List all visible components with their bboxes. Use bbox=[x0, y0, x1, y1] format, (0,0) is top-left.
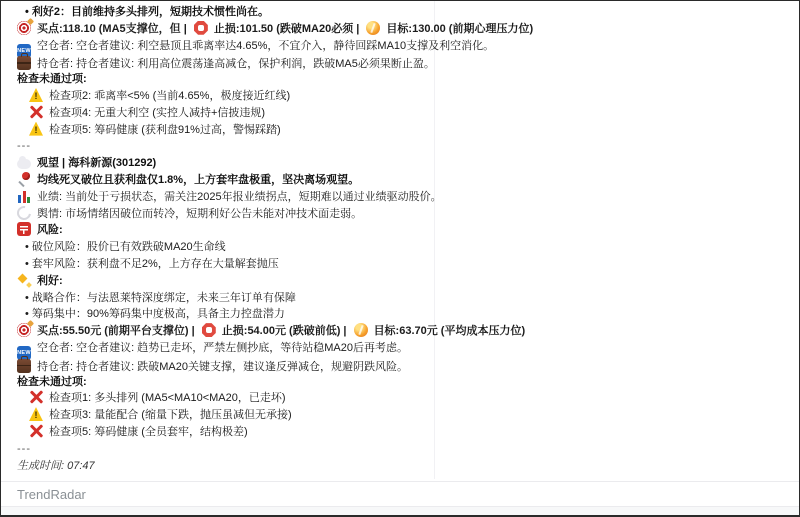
stock2-performance-text: 业绩: 当前处于亏损状态，需关注2025年报业绩拐点，短期难以通过业绩驱动股价。 bbox=[37, 190, 442, 203]
check-item bbox=[17, 407, 434, 424]
bar-chart-icon bbox=[17, 189, 31, 203]
stock2-pro-title-text: 利好: bbox=[37, 274, 63, 287]
new-badge-icon: NEW bbox=[17, 44, 31, 58]
stock1-pro-bullet: • 利好2：目前维持多头排列，短期技术惯性尚在。 bbox=[25, 6, 270, 18]
stock1-empty-position-advice bbox=[17, 38, 495, 55]
check-item bbox=[17, 88, 434, 105]
brand-label: TrendRadar bbox=[17, 487, 86, 502]
prohibited-icon bbox=[17, 222, 31, 236]
check-item-text: 检查项1: 多头排列 (MA5<MA10<MA20，已走坏) bbox=[49, 392, 286, 405]
stock2-headline-text: 均线死叉破位且获利盘仅1.8%，上方套牢盘极重，坚决离场观望。 bbox=[37, 173, 360, 186]
stock2-pro-title bbox=[17, 273, 434, 290]
check-item-text: 检查项4: 无重大利空 (实控人减持+信披违规) bbox=[49, 106, 266, 119]
stock2-risk-title bbox=[17, 222, 434, 239]
briefcase-icon bbox=[17, 359, 31, 373]
stock1-target-price: 目标:130.00 (前期心理压力位) bbox=[386, 22, 534, 35]
stop-sign-icon bbox=[202, 323, 216, 337]
check-item bbox=[17, 424, 434, 441]
check-item bbox=[17, 122, 434, 139]
section-divider: --- bbox=[17, 442, 31, 455]
stock2-headline bbox=[17, 172, 434, 189]
check-item-text: 检查项3: 量能配合 (缩量下跌，抛压虽减但无承接) bbox=[49, 409, 292, 422]
stock2-buy-point: 买点:55.50元 (前期平台支撑位) | bbox=[37, 325, 195, 338]
pro-item: • 战略合作：与法恩莱特深度绑定，未来三年订单有保障 bbox=[25, 291, 296, 304]
stock2-stop-loss: 止损:54.00元 (跌破前低) | bbox=[221, 325, 347, 338]
check-item-text: 检查项5: 筹码健康 (全员套牢，结构极差) bbox=[49, 425, 248, 438]
footer-band bbox=[1, 507, 799, 515]
stock1-empty-advice-text: 空仓者: 空仓者建议: 利空悬顶且乖离率达4.65%，不宜介入，静待回踩MA10支撑及利空消化。 bbox=[37, 39, 495, 52]
briefcase-icon bbox=[17, 56, 31, 70]
dart-target-icon bbox=[17, 323, 31, 337]
stock2-holder-advice-text: 持仓者: 持仓者建议: 跌破MA20关键支撑，建议逢反弹减仓，规避阴跌风险。 bbox=[37, 360, 408, 373]
footer-divider bbox=[1, 481, 799, 482]
cross-mark-icon bbox=[29, 105, 43, 119]
dart-target-icon bbox=[17, 21, 31, 35]
check-item-text: 检查项5: 筹码健康 (获利盘91%过高，警惕踩踏) bbox=[49, 123, 281, 136]
warning-icon bbox=[29, 407, 43, 421]
risk-item: • 套牢风险：获利盘不足2%，上方存在大量解套抛压 bbox=[25, 257, 279, 270]
stop-sign-icon bbox=[194, 21, 208, 35]
thought-cloud-icon bbox=[17, 159, 31, 169]
stock2-title bbox=[17, 155, 434, 172]
stock2-holder-advice bbox=[17, 357, 434, 374]
stock2-risk-title-text: 风险: bbox=[37, 224, 63, 237]
stock2-target-price: 目标:63.70元 (平均成本压力位) bbox=[373, 325, 526, 338]
stock2-performance bbox=[17, 189, 442, 206]
sparkles-icon bbox=[17, 273, 31, 287]
stock2-empty-position-advice bbox=[17, 340, 434, 357]
warning-icon bbox=[29, 88, 43, 102]
stock2-sentiment bbox=[17, 206, 434, 223]
risk-item: • 破位风险：股价已有效跌破MA20生命线 bbox=[25, 241, 226, 254]
check-item bbox=[17, 390, 434, 407]
new-badge-icon: NEW bbox=[17, 346, 31, 360]
speech-bubble-icon bbox=[14, 203, 33, 222]
check-item bbox=[17, 105, 434, 122]
cross-mark-icon bbox=[29, 390, 43, 404]
cross-mark-icon bbox=[29, 424, 43, 438]
stock1-buy-point: 买点:118.10 (MA5支撑位，但 | bbox=[37, 22, 187, 35]
stock1-stop-loss: 止损:101.50 (跌破MA20必须 | bbox=[213, 22, 360, 35]
stock2-trade-plan bbox=[17, 323, 526, 340]
section-divider: --- bbox=[17, 140, 31, 153]
confetti-ball-icon bbox=[366, 21, 380, 35]
confetti-ball-icon bbox=[354, 323, 368, 337]
pro-item: • 筹码集中：90%筹码集中度极高，具备主力控盘潜力 bbox=[25, 308, 285, 321]
stock2-empty-advice-text: 空仓者: 空仓者建议: 趋势已走坏，严禁左侧抄底，等待站稳MA20后再考虑。 bbox=[37, 341, 408, 354]
stock2-sentiment-text: 舆情: 市场情绪因破位而转冷，短期利好公告未能对冲技术面走弱。 bbox=[37, 207, 363, 220]
generated-timestamp: 生成时间: 07:47 bbox=[17, 459, 95, 472]
report-content bbox=[1, 1, 534, 479]
stock2-title-text: 观望 | 海科新源(301292) bbox=[37, 157, 157, 170]
stock1-checks-title: 检查未通过项: bbox=[17, 73, 87, 86]
pushpin-icon bbox=[17, 172, 31, 186]
stock2-checks-title: 检查未通过项: bbox=[17, 375, 87, 388]
check-item-text: 检查项2: 乖离率<5% (当前4.65%，极度接近红线) bbox=[49, 89, 291, 102]
stock1-holder-advice bbox=[17, 54, 434, 71]
stock1-holder-advice-text: 持仓者: 持仓者建议: 利用高位震荡逢高减仓，保护利润，跌破MA5必须果断止盈。 bbox=[37, 58, 435, 71]
stock1-trade-plan bbox=[17, 21, 534, 38]
warning-icon bbox=[29, 122, 43, 136]
